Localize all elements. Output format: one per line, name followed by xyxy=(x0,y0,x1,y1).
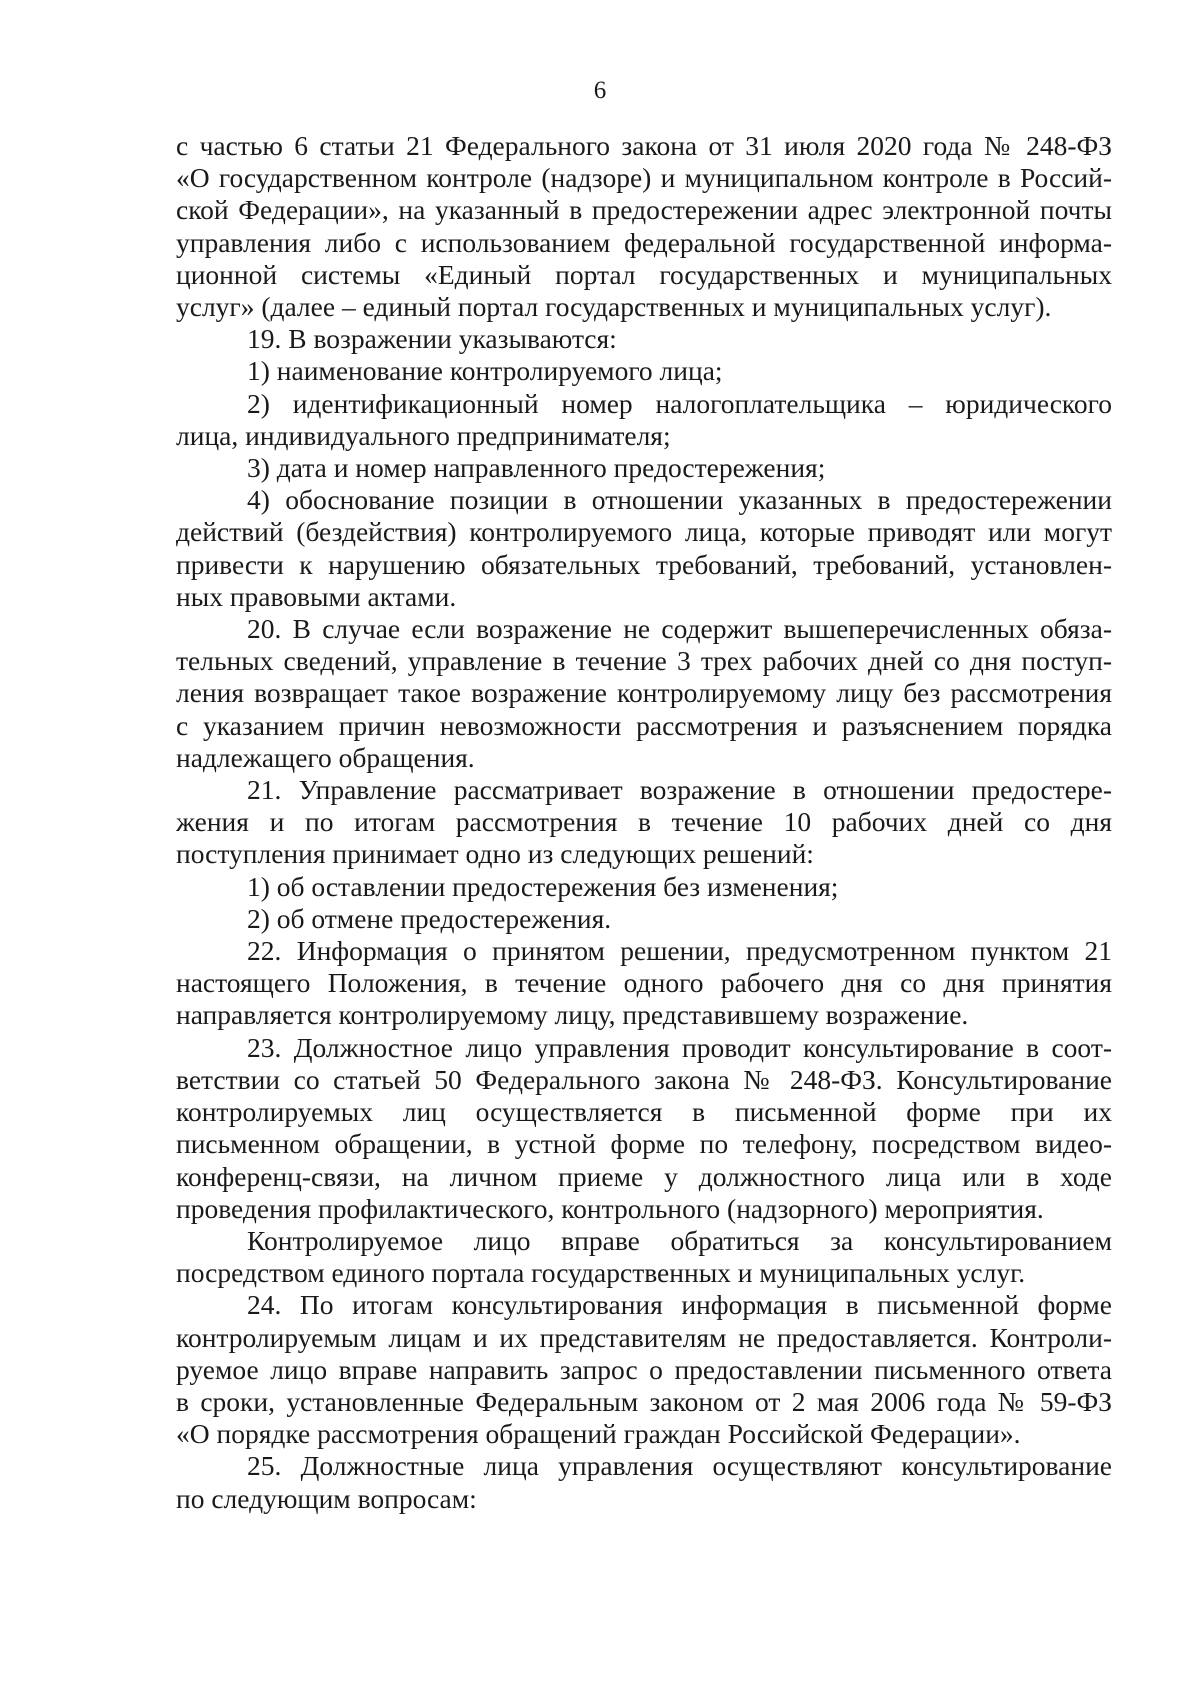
text-line: 4) обоснование позиции в отношении указанных в предостережении xyxy=(247,484,1112,516)
text-line: 21. Управление рассматривает возражение в отношении предостере- xyxy=(247,774,1112,806)
paragraph xyxy=(176,130,1112,323)
page-number: 6 xyxy=(593,77,607,104)
text-line: ления возвращает такое возражение контролируемому лицу без рассмотрения xyxy=(176,677,1112,709)
text-line: 20. В случае если возражение не содержит вышеперечисленных обяза- xyxy=(247,613,1112,645)
text-line: управления либо с использованием федеральной государственной информа- xyxy=(176,226,1112,258)
paragraph xyxy=(176,1289,1112,1450)
paragraph xyxy=(176,613,1112,774)
text-line: письменном обращении, в устной форме по телефону, посредством видео- xyxy=(176,1128,1112,1160)
paragraph xyxy=(176,871,1112,903)
text-line: лица, индивидуального предпринимателя; xyxy=(176,419,671,451)
text-line: 1) об оставлении предостережения без изменения; xyxy=(247,870,839,902)
text-line: 2) об отмене предостережения. xyxy=(247,902,612,934)
text-line: ционной системы «Единый портал государственных и муниципальных xyxy=(176,258,1112,290)
text-line: ветствии со статьей 50 Федерального закона № 248-ФЗ. Консультирование xyxy=(176,1063,1112,1095)
text-line: настоящего Положения, в течение одного рабочего дня со дня принятия xyxy=(176,967,1112,999)
paragraph xyxy=(176,484,1112,613)
text-line: конференц-связи, на личном приеме у должностного лица или в ходе xyxy=(176,1160,1112,1192)
paragraph xyxy=(176,935,1112,1032)
text-line: привести к нарушению обязательных требований, требований, установлен- xyxy=(176,548,1112,580)
text-line: тельных сведений, управление в течение 3 трех рабочих дней со дня поступ- xyxy=(176,645,1112,677)
text-line: поступления принимает одно из следующих решений: xyxy=(176,838,814,870)
paragraph xyxy=(176,388,1112,452)
text-line: с указанием причин невозможности рассмотрения и разъяснением порядка xyxy=(176,709,1112,741)
text-line: по следующим вопросам: xyxy=(176,1482,477,1514)
text-line: жения и по итогам рассмотрения в течение 10 рабочих дней со дня xyxy=(176,806,1112,838)
text-line: направляется контролируемому лицу, представившему возражение. xyxy=(176,999,969,1031)
text-line: с частью 6 статьи 21 Федерального закона от 31 июля 2020 года № 248-ФЗ xyxy=(176,130,1112,161)
text-line: Контролируемое лицо вправе обратиться за консультированием xyxy=(247,1224,1112,1256)
text-line: посредством единого портала государственных и муниципальных услуг. xyxy=(176,1257,1026,1289)
text-line: «О государственном контроле (надзоре) и муниципальном контроле в Россий- xyxy=(176,162,1112,194)
paragraph xyxy=(176,355,1112,387)
text-line: руемое лицо вправе направить запрос о предоставлении письменного ответа xyxy=(176,1353,1112,1385)
paragraph xyxy=(176,452,1112,484)
text-line: в сроки, установленные Федеральным законом от 2 мая 2006 года № 59-ФЗ xyxy=(176,1385,1112,1417)
text-line: 22. Информация о принятом решении, предусмотренном пунктом 21 xyxy=(247,935,1112,967)
paragraph xyxy=(176,1450,1112,1514)
text-line: услуг» (далее – единый портал государственных и муниципальных услуг). xyxy=(176,291,1052,323)
text-line: проведения профилактического, контрольного (надзорного) мероприятия. xyxy=(176,1192,1044,1224)
text-line: ных правовыми актами. xyxy=(176,580,457,612)
text-line: надлежащего обращения. xyxy=(176,741,475,773)
paragraph xyxy=(176,774,1112,871)
text-line: действий (бездействия) контролируемого лица, которые приводят или могут xyxy=(176,516,1112,548)
document-body xyxy=(176,130,1112,1515)
text-line: 23. Должностное лицо управления проводит консультирование в соот- xyxy=(247,1031,1112,1063)
paragraph xyxy=(176,1032,1112,1225)
text-line: «О порядке рассмотрения обращений граждан Российской Федерации». xyxy=(176,1418,1021,1450)
text-line: 19. В возражении указываются: xyxy=(247,323,617,355)
text-line: 2) идентификационный номер налогоплательщика – юридического xyxy=(247,387,1112,419)
text-line: 3) дата и номер направленного предостережения; xyxy=(247,452,826,484)
text-line: ской Федерации», на указанный в предостережении адрес электронной почты xyxy=(176,194,1112,226)
paragraph xyxy=(176,1225,1112,1289)
text-line: 1) наименование контролируемого лица; xyxy=(247,355,723,387)
text-line: 25. Должностные лица управления осуществляют консультирование xyxy=(247,1450,1112,1482)
text-line: контролируемым лицам и их представителям не предоставляется. Контроли- xyxy=(176,1321,1112,1353)
paragraph xyxy=(176,903,1112,935)
text-line: контролируемых лиц осуществляется в письменной форме при их xyxy=(176,1096,1112,1128)
text-line: 24. По итогам консультирования информация в письменной форме xyxy=(247,1289,1112,1321)
paragraph xyxy=(176,323,1112,355)
